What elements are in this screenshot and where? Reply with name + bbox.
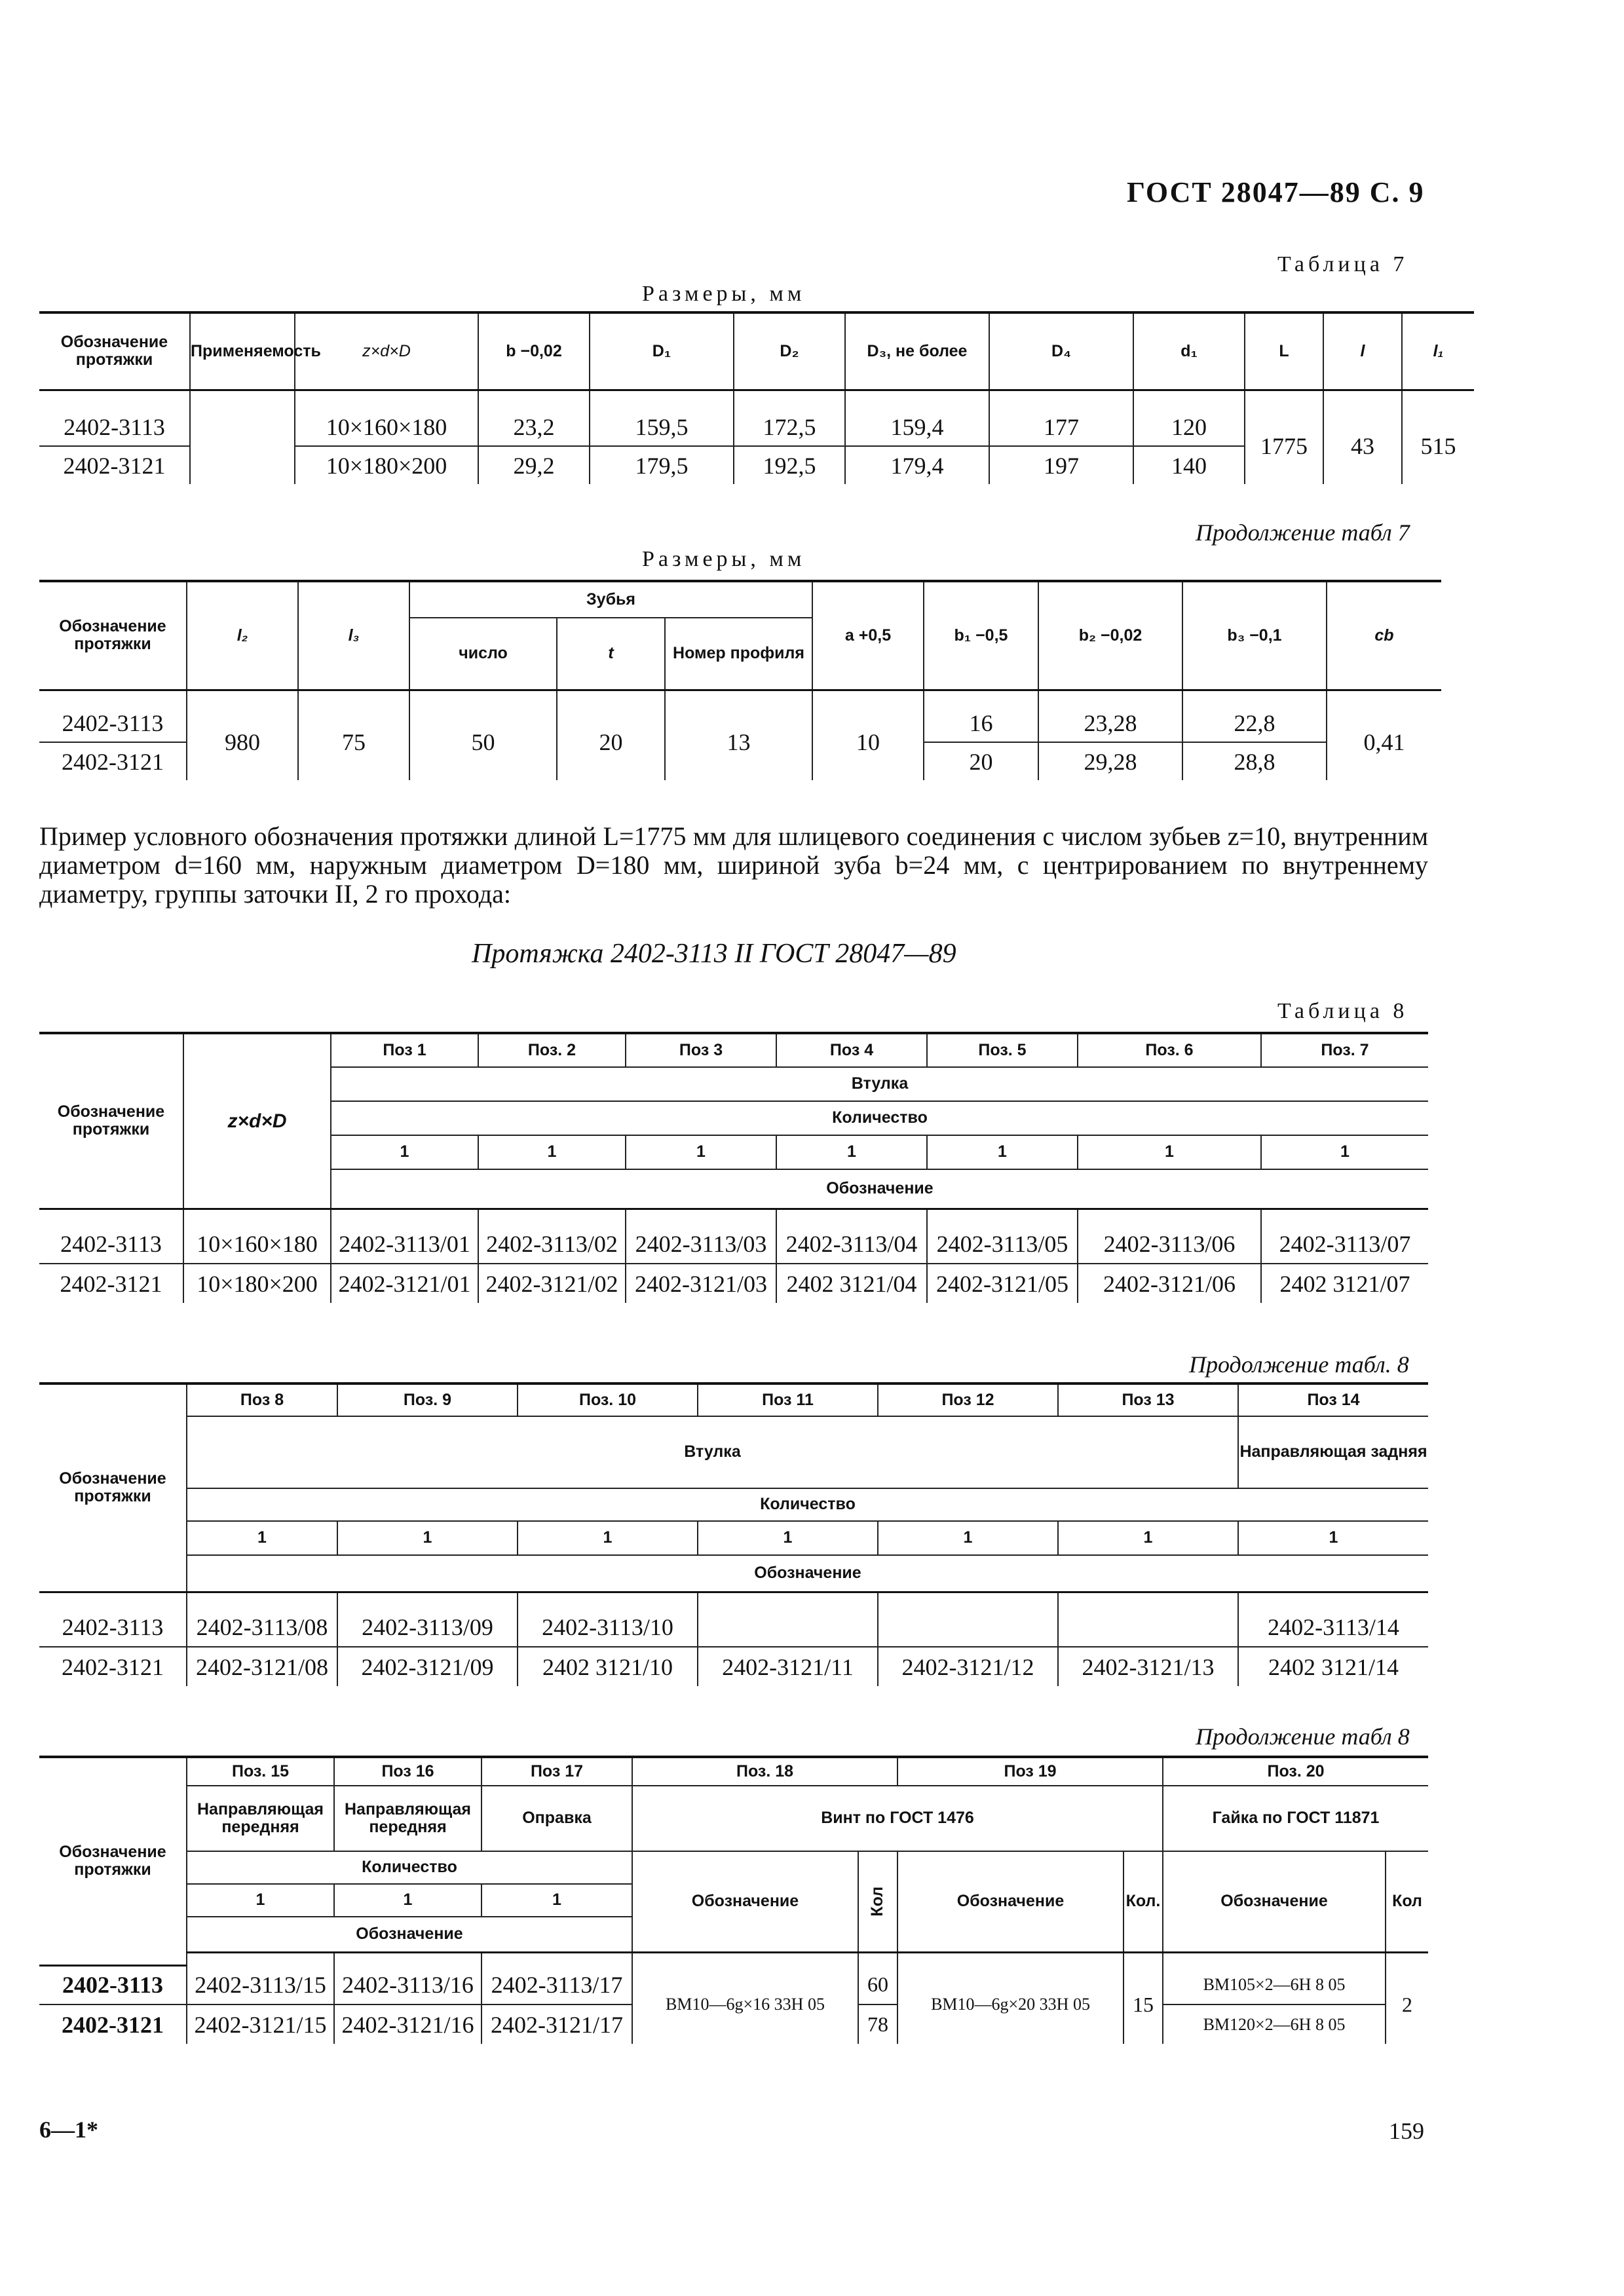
- t8b-h-pos9: Поз. 9: [337, 1383, 518, 1416]
- t8c-r1-c1: 2402-3113/15: [187, 1965, 334, 2004]
- table8b: [39, 1382, 1428, 1686]
- t8c-h-mandrel: Оправка: [482, 1786, 632, 1851]
- t8c-h-pos18: Поз. 18: [632, 1757, 897, 1786]
- t8b-h-quantity: Количество: [187, 1488, 1428, 1521]
- t8c-h-pos20: Поз. 20: [1163, 1757, 1428, 1786]
- t7-r2-D1: 179,5: [590, 446, 734, 484]
- t7-r2-D4: 197: [989, 446, 1133, 484]
- t7-r2-D3: 179,4: [845, 446, 989, 484]
- t8c-h-screw-des: Обозначение: [632, 1851, 858, 1952]
- t7-h-D2: D₂: [734, 312, 845, 390]
- t8-h-qty2: 1: [478, 1135, 626, 1169]
- t7-l1: 515: [1402, 408, 1474, 484]
- t8b-h-pos14: Поз 14: [1238, 1383, 1428, 1416]
- t8b-h-qty14: 1: [1238, 1521, 1428, 1555]
- t7-r1-des: 2402-3113: [39, 408, 190, 446]
- t7-h-l1: l₁: [1402, 312, 1474, 390]
- t8b-r2-c6: 2402-3121/13: [1058, 1647, 1238, 1686]
- t8b-r1-c3: 2402-3113/10: [518, 1608, 698, 1647]
- t7b-h-b1: b₁ −0,5: [924, 581, 1038, 690]
- t7-h-D3: D₃, не более: [845, 312, 989, 390]
- t8b-r1-c2: 2402-3113/09: [337, 1608, 518, 1647]
- t8c-r1-c2: 2402-3113/16: [334, 1965, 482, 2004]
- t8c-r2-nut-des: ВМ120×2—6Н 8 05: [1163, 2004, 1386, 2044]
- t8c-h-qty16: 1: [334, 1884, 482, 1917]
- table7b: [39, 580, 1441, 780]
- t7b-r1-b1: 16: [924, 704, 1038, 742]
- t8b-h-rear-guide: Направляющая задняя: [1238, 1416, 1428, 1488]
- t8-r2-c0: 2402-3121: [39, 1264, 183, 1303]
- example-designation: Протяжка 2402-3113 II ГОСТ 28047—89: [472, 939, 956, 969]
- t8b-h-pos11: Поз 11: [698, 1383, 878, 1416]
- t8-h-qty7: 1: [1261, 1135, 1428, 1169]
- t7-r1-app: [190, 408, 295, 446]
- t8c-h-nut-kol: Кол: [1386, 1851, 1428, 1952]
- t8-h-qty5: 1: [927, 1135, 1078, 1169]
- t8b-r2-c5: 2402-3121/12: [878, 1647, 1058, 1686]
- t8-h-pos5: Поз. 5: [927, 1033, 1078, 1067]
- t8c-h-qty17: 1: [482, 1884, 632, 1917]
- t8c-h-pos16: Поз 16: [334, 1757, 482, 1786]
- t7b-r2-des: 2402-3121: [39, 742, 187, 780]
- t8-h-pos7: Поз. 7: [1261, 1033, 1428, 1067]
- t8b-h-des-label: Обозначение: [187, 1555, 1428, 1592]
- t8-h-pos4: Поз 4: [776, 1033, 927, 1067]
- table7b-cont: Продолжение табл 7: [1196, 519, 1410, 546]
- t8-r1-c1: 10×160×180: [183, 1224, 331, 1264]
- t8c-nut-qty: 2: [1386, 1965, 1428, 2044]
- t8c-h-designation: Обозначение протяжки: [39, 1757, 187, 1965]
- table8b-cont: Продолжение табл. 8: [1189, 1351, 1409, 1378]
- table7b-sizes: Размеры, мм: [642, 547, 806, 571]
- t8-h-qty1: 1: [331, 1135, 478, 1169]
- t7b-r2-b2: 29,28: [1038, 742, 1182, 780]
- t7b-h-t: t: [557, 618, 665, 690]
- table8c-cont: Продолжение табл 8: [1196, 1723, 1410, 1750]
- t8-r1-c8: 2402-3113/07: [1261, 1224, 1428, 1264]
- t8-r2-c1: 10×180×200: [183, 1264, 331, 1303]
- t7b-r2-b3: 28,8: [1182, 742, 1327, 780]
- t7-r1-d1: 120: [1133, 408, 1245, 446]
- t8-h-pos1: Поз 1: [331, 1033, 478, 1067]
- t8b-h-qty8: 1: [187, 1521, 337, 1555]
- t8-r1-c4: 2402-3113/03: [626, 1224, 776, 1264]
- t8b-r2-c0: 2402-3121: [39, 1647, 187, 1686]
- t7-r2-D2: 192,5: [734, 446, 845, 484]
- t7-r1-D1: 159,5: [590, 408, 734, 446]
- t8-r1-c0: 2402-3113: [39, 1224, 183, 1264]
- t8-h-designation: Обозначение протяжки: [39, 1033, 183, 1209]
- t7b-l2: 980: [187, 704, 298, 780]
- t7b-r1-b3: 22,8: [1182, 704, 1327, 742]
- t8c-h-front-guide2: Направляющая передняя: [334, 1786, 482, 1851]
- t7-h-D1: D₁: [590, 312, 734, 390]
- t8c-r1-screw-qty: 60: [858, 1965, 897, 2004]
- page-footer-left: 6—1*: [39, 2117, 98, 2143]
- t8-r1-c5: 2402-3113/04: [776, 1224, 927, 1264]
- t8c-h-screw: Винт по ГОСТ 1476: [632, 1786, 1163, 1851]
- t8c-r2-c3: 2402-3121/17: [482, 2004, 632, 2044]
- t8-h-pos6: Поз. 6: [1078, 1033, 1261, 1067]
- t8b-h-pos12: Поз 12: [878, 1383, 1058, 1416]
- t8c-r2-c1: 2402-3121/15: [187, 2004, 334, 2044]
- t7-h-L: L: [1245, 312, 1323, 390]
- t8-r2-c5: 2402 3121/04: [776, 1264, 927, 1303]
- t8c-h-nut-des: Обозначение: [1163, 1851, 1386, 1952]
- table7: [39, 311, 1474, 484]
- t7b-h-cb: cb: [1327, 581, 1441, 690]
- t8c-screw2-des: ВМ10—6g×20 33Н 05: [897, 1965, 1124, 2044]
- t8b-h-qty13: 1: [1058, 1521, 1238, 1555]
- t8-h-quantity: Количество: [331, 1101, 1428, 1135]
- t8c-h-front-guide1: Направляющая передняя: [187, 1786, 334, 1851]
- page-header: ГОСТ 28047—89 С. 9: [1127, 176, 1425, 208]
- t7-l: 43: [1323, 408, 1402, 484]
- t8c-h-des-label: Обозначение: [187, 1917, 632, 1952]
- t7b-h-l3: l₃: [298, 581, 409, 690]
- t7-r1-D2: 172,5: [734, 408, 845, 446]
- t8b-r2-c1: 2402-3121/08: [187, 1647, 337, 1686]
- t8-r1-c7: 2402-3113/06: [1078, 1224, 1261, 1264]
- t7b-h-designation: Обозначение протяжки: [39, 581, 187, 690]
- t7b-r1-des: 2402-3113: [39, 704, 187, 742]
- t7-h-designation: Обозначение протяжки: [39, 312, 190, 390]
- table8: [39, 1032, 1428, 1303]
- t8b-r2-c3: 2402 3121/10: [518, 1647, 698, 1686]
- t8-r2-c8: 2402 3121/07: [1261, 1264, 1428, 1303]
- t7-r1-b: 23,2: [478, 408, 590, 446]
- table7-sizes: Размеры, мм: [642, 282, 806, 306]
- t8b-r1-c4: [698, 1608, 878, 1647]
- t8b-r1-c7: 2402-3113/14: [1238, 1608, 1428, 1647]
- t8b-h-pos13: Поз 13: [1058, 1383, 1238, 1416]
- t8b-r1-c5: [878, 1608, 1058, 1647]
- t8c-r1-c0: 2402-3113: [39, 1965, 187, 2004]
- t8c-h-screw-kol: Кол: [858, 1851, 897, 1952]
- t7-r2-des: 2402-3121: [39, 446, 190, 484]
- t8c-screw-des: ВМ10—6g×16 33Н 05: [632, 1965, 858, 2044]
- t8-r1-c2: 2402-3113/01: [331, 1224, 478, 1264]
- t7-h-b: b −0,02: [478, 312, 590, 390]
- t8c-r1-c3: 2402-3113/17: [482, 1965, 632, 2004]
- t7b-t: 20: [557, 704, 665, 780]
- t7b-profile: 13: [665, 704, 812, 780]
- table8c: [39, 1756, 1428, 2044]
- t8b-r2-c7: 2402 3121/14: [1238, 1647, 1428, 1686]
- t8c-r2-c2: 2402-3121/16: [334, 2004, 482, 2044]
- t7b-h-profile: Номер профиля: [665, 618, 812, 690]
- t8b-h-qty9: 1: [337, 1521, 518, 1555]
- t7-h-l: l: [1323, 312, 1402, 390]
- t7b-h-b3: b₃ −0,1: [1182, 581, 1327, 690]
- t8c-h-screw2-kol: Кол.: [1124, 1851, 1163, 1952]
- t8b-r2-c2: 2402-3121/09: [337, 1647, 518, 1686]
- t8c-h-quantity: Количество: [187, 1851, 632, 1884]
- t7-h-D4: D₄: [989, 312, 1133, 390]
- t8-r2-c4: 2402-3121/03: [626, 1264, 776, 1303]
- t8-h-qty3: 1: [626, 1135, 776, 1169]
- t8c-r2-c0: 2402-3121: [39, 2004, 187, 2044]
- t8b-r1-c1: 2402-3113/08: [187, 1608, 337, 1647]
- t7b-cb: 0,41: [1327, 704, 1441, 780]
- t8c-h-pos19: Поз 19: [897, 1757, 1163, 1786]
- t8c-r1-nut-des: ВМ105×2—6Н 8 05: [1163, 1965, 1386, 2004]
- t7b-l3: 75: [298, 704, 409, 780]
- t8b-r1-c0: 2402-3113: [39, 1608, 187, 1647]
- t7b-r1-b2: 23,28: [1038, 704, 1182, 742]
- t7-r1-D4: 177: [989, 408, 1133, 446]
- t7-r2-d1: 140: [1133, 446, 1245, 484]
- t7-h-applicability: Применяемость: [190, 312, 295, 390]
- t8-r1-c3: 2402-3113/02: [478, 1224, 626, 1264]
- t7b-number: 50: [409, 704, 557, 780]
- t8c-h-pos15: Поз. 15: [187, 1757, 334, 1786]
- table7-label: Таблица 7: [1277, 252, 1408, 276]
- t8-h-pos3: Поз 3: [626, 1033, 776, 1067]
- t8-r2-c2: 2402-3121/01: [331, 1264, 478, 1303]
- t8b-h-bushing: Втулка: [187, 1416, 1238, 1488]
- t8-r2-c7: 2402-3121/06: [1078, 1264, 1261, 1303]
- t7b-h-number: число: [409, 618, 557, 690]
- t7-h-zdD: z×d×D: [295, 312, 478, 390]
- table8-label: Таблица 8: [1277, 999, 1408, 1023]
- t8b-r2-c4: 2402-3121/11: [698, 1647, 878, 1686]
- example-paragraph: Пример условного обозначения протяжки длиной L=1775 мм для шлицевого соединения с числом зубьев z=10, внутренним диаметром d=160 мм, наружным диаметром D=180 мм, шириной зуба b=24 мм, с центрированием по внутреннему диаметру, группы заточки II, 2 го прохода:: [39, 821, 1428, 909]
- t8b-r1-c6: [1058, 1608, 1238, 1647]
- t8b-h-designation: Обозначение протяжки: [39, 1383, 187, 1592]
- t8-r1-c6: 2402-3113/05: [927, 1224, 1078, 1264]
- t8-h-qty4: 1: [776, 1135, 927, 1169]
- t8c-r2-screw-qty: 78: [858, 2004, 897, 2044]
- t8-r2-c3: 2402-3121/02: [478, 1264, 626, 1303]
- t7-r1-D3: 159,4: [845, 408, 989, 446]
- t7-r2-b: 29,2: [478, 446, 590, 484]
- t8-h-bushing: Втулка: [331, 1067, 1428, 1101]
- t7b-h-teeth: Зубья: [409, 581, 812, 618]
- t8-h-des-label: Обозначение: [331, 1169, 1428, 1209]
- t8c-h-pos17: Поз 17: [482, 1757, 632, 1786]
- t7b-r2-b1: 20: [924, 742, 1038, 780]
- t7-r2-app: [190, 446, 295, 484]
- t8c-h-nut: Гайка по ГОСТ 11871: [1163, 1786, 1428, 1851]
- t8c-h-qty15: 1: [187, 1884, 334, 1917]
- t7b-h-l2: l₂: [187, 581, 298, 690]
- t7b-a: 10: [812, 704, 924, 780]
- t8b-h-qty11: 1: [698, 1521, 878, 1555]
- t8-h-pos2: Поз. 2: [478, 1033, 626, 1067]
- t8b-h-qty10: 1: [518, 1521, 698, 1555]
- t8b-h-pos10: Поз. 10: [518, 1383, 698, 1416]
- t7-h-d1: d₁: [1133, 312, 1245, 390]
- t7-r1-zdD: 10×160×180: [295, 408, 478, 446]
- t7-r2-zdD: 10×180×200: [295, 446, 478, 484]
- t7b-h-b2: b₂ −0,02: [1038, 581, 1182, 690]
- t7b-h-a: a +0,5: [812, 581, 924, 690]
- t8b-h-qty12: 1: [878, 1521, 1058, 1555]
- t8-h-qty6: 1: [1078, 1135, 1261, 1169]
- page-number: 159: [1389, 2118, 1424, 2144]
- t8c-screw2-qty: 15: [1124, 1965, 1163, 2044]
- t8-h-zdD: z×d×D: [183, 1033, 331, 1209]
- t7-L: 1775: [1245, 408, 1323, 484]
- t8b-h-pos8: Поз 8: [187, 1383, 337, 1416]
- t8-r2-c6: 2402-3121/05: [927, 1264, 1078, 1303]
- t8c-h-screw2-des: Обозначение: [897, 1851, 1124, 1952]
